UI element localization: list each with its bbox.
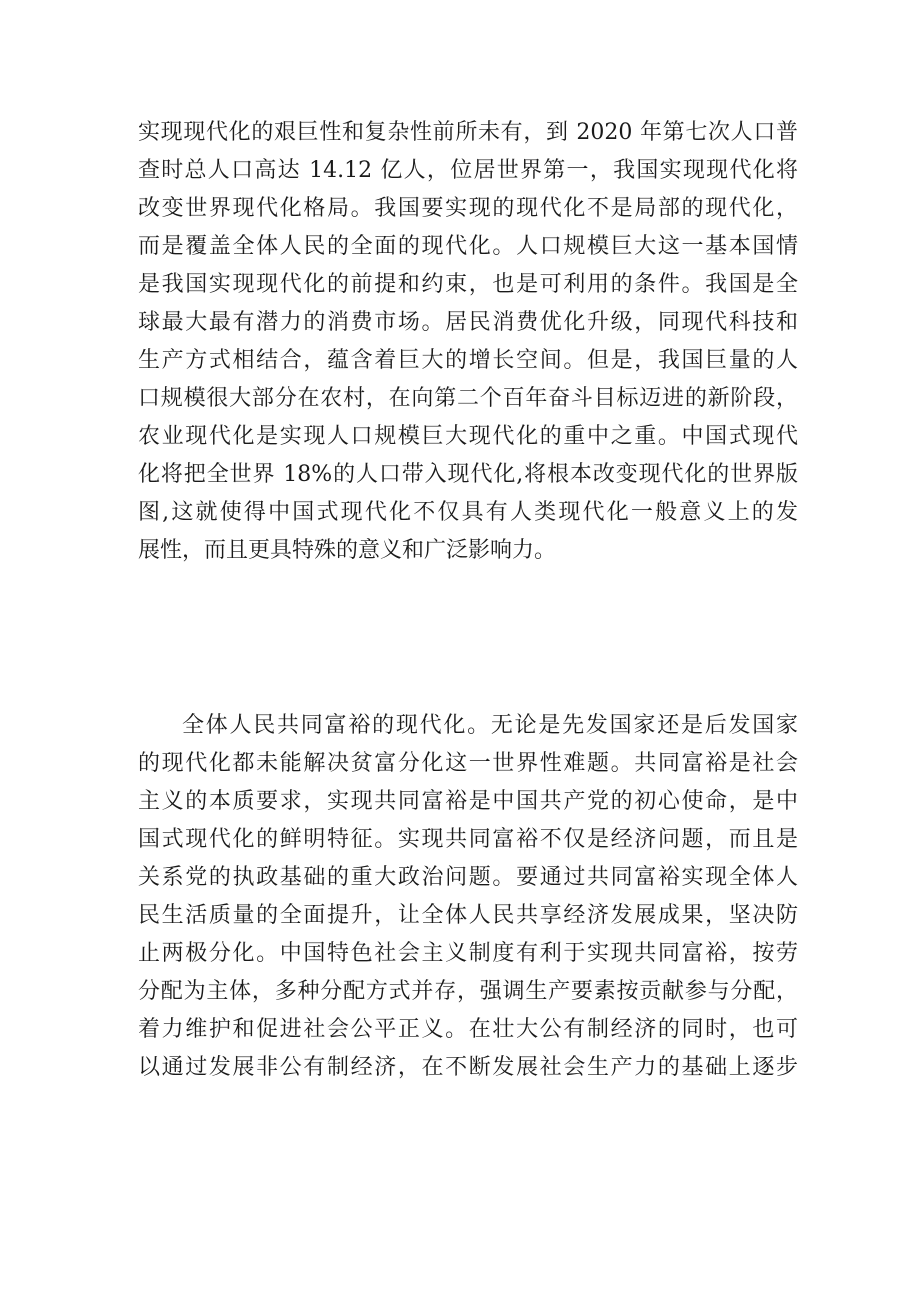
text-line: 主义的本质要求，实现共同富裕是中国共产党的初心使命，是中 — [138, 789, 798, 814]
text-line: 关系党的执政基础的重大政治问题。要通过共同富裕实现全体人 — [138, 865, 798, 890]
text-line: 改变世界现代化格局。我国要实现的现代化不是局部的现代化， — [138, 196, 798, 221]
text-line: 图,这就使得中国式现代化不仅具有人类现代化一般意义上的发 — [138, 500, 798, 525]
text-line: 展性，而且更具特殊的意义和广泛影响力。 — [138, 538, 557, 563]
text-line: 是我国实现现代化的前提和约束，也是可利用的条件。我国是全 — [138, 272, 798, 297]
text-line: 民生活质量的全面提升，让全体人民共享经济发展成果，坚决防 — [138, 903, 798, 928]
text-line: 国式现代化的鲜明特征。实现共同富裕不仅是经济问题，而且是 — [138, 827, 798, 852]
text-line: 的现代化都未能解决贫富分化这一世界性难题。共同富裕是社会 — [138, 751, 798, 776]
text-line: 全体人民共同富裕的现代化。无论是先发国家还是后发国家 — [182, 713, 798, 738]
text-line: 分配为主体，多种分配方式并存，强调生产要素按贡献参与分配， — [138, 979, 798, 1004]
text-line: 着力维护和促进社会公平正义。在壮大公有制经济的同时，也可 — [138, 1017, 798, 1042]
paragraph-population-scale — [138, 114, 798, 570]
text-line: 口规模很大部分在农村，在向第二个百年奋斗目标迈进的新阶段， — [138, 386, 798, 411]
text-line: 球最大最有潜力的消费市场。居民消费优化升级，同现代科技和 — [138, 310, 798, 335]
text-line: 实现现代化的艰巨性和复杂性前所未有，到 2020 年第七次人口普 — [138, 120, 798, 145]
text-line: 化将把全世界 18%的人口带入现代化,将根本改变现代化的世界版 — [138, 462, 798, 487]
text-line: 而是覆盖全体人民的全面的现代化。人口规模巨大这一基本国情 — [138, 234, 798, 259]
paragraph-common-prosperity — [138, 707, 798, 1087]
text-line: 农业现代化是实现人口规模巨大现代化的重中之重。中国式现代 — [138, 424, 798, 449]
text-line: 以通过发展非公有制经济，在不断发展社会生产力的基础上逐步 — [138, 1055, 798, 1080]
text-line: 生产方式相结合，蕴含着巨大的增长空间。但是，我国巨量的人 — [138, 348, 798, 373]
text-line: 查时总人口高达 14.12 亿人，位居世界第一，我国实现现代化将 — [138, 158, 798, 183]
text-line: 止两极分化。中国特色社会主义制度有利于实现共同富裕，按劳 — [138, 941, 798, 966]
